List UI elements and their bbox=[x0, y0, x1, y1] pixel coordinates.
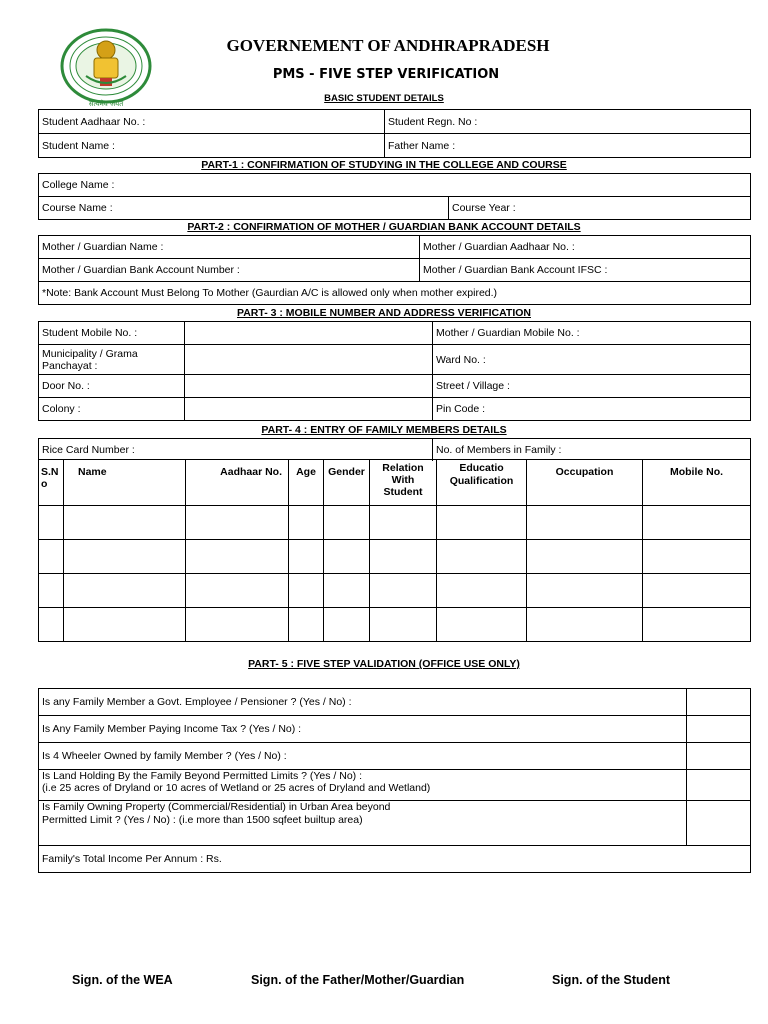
col-name: Name bbox=[64, 460, 186, 506]
q-total-income: Family's Total Income Per Annum : Rs. bbox=[39, 846, 687, 873]
col-gender: Gender bbox=[324, 460, 370, 506]
cell-input[interactable] bbox=[324, 608, 370, 642]
part2-table bbox=[38, 235, 751, 305]
family-members-table bbox=[38, 459, 751, 642]
student-aadhaar-field[interactable] bbox=[39, 110, 385, 134]
part5-heading: PART- 5 : FIVE STEP VALIDATION (OFFICE USE ONLY) bbox=[248, 658, 520, 670]
q-four-wheeler: Is 4 Wheeler Owned by family Member ? (Yes / No) : bbox=[39, 743, 687, 770]
cell-input[interactable] bbox=[643, 608, 751, 642]
father-name-field[interactable] bbox=[385, 134, 751, 158]
sign-student: Sign. of the Student bbox=[552, 973, 671, 987]
cell-input[interactable] bbox=[643, 506, 751, 540]
family-row bbox=[39, 540, 751, 574]
cell-input[interactable] bbox=[437, 608, 527, 642]
cell-input[interactable] bbox=[437, 540, 527, 574]
guardian-aadhaar-field[interactable] bbox=[420, 236, 751, 259]
guardian-name-field[interactable] bbox=[39, 236, 420, 259]
q-land-holding: Is Land Holding By the Family Beyond Permitted Limits ? (Yes / No) : (i.e 25 acres of Dryland or 10 acres of Wetland or 25 acres of Dryland and Wetland) bbox=[39, 770, 687, 801]
cell-input[interactable] bbox=[289, 574, 324, 608]
guardian-name-label: Mother / Guardian Name : bbox=[42, 241, 164, 253]
cell-input[interactable] bbox=[527, 540, 643, 574]
student-regn-field[interactable] bbox=[385, 110, 751, 134]
form-title: PMS - FIVE STEP VERIFICATION bbox=[272, 67, 500, 82]
cell-input[interactable] bbox=[186, 540, 289, 574]
cell-input[interactable] bbox=[186, 574, 289, 608]
street-label: Street / Village : bbox=[436, 380, 510, 392]
cell-input[interactable] bbox=[324, 540, 370, 574]
street-field[interactable] bbox=[433, 375, 751, 398]
part1-heading: PART-1 : CONFIRMATION OF STUDYING IN THE COLLEGE AND COURSE bbox=[201, 159, 567, 171]
sign-guardian: Sign. of the Father/Mother/Guardian bbox=[251, 973, 465, 987]
course-year-field[interactable] bbox=[449, 197, 751, 220]
cell-input[interactable] bbox=[370, 574, 437, 608]
cell-input[interactable] bbox=[370, 506, 437, 540]
guardian-aadhaar-label: Mother / Guardian Aadhaar No. : bbox=[423, 241, 575, 253]
course-name-label: Course Name : bbox=[42, 202, 113, 214]
cell-input[interactable] bbox=[643, 574, 751, 608]
bank-ifsc-label: Mother / Guardian Bank Account IFSC : bbox=[423, 264, 608, 276]
college-name-label: College Name : bbox=[42, 179, 115, 191]
door-label: Door No. : bbox=[39, 375, 185, 398]
course-year-label: Course Year : bbox=[452, 202, 516, 214]
cell-input[interactable] bbox=[643, 540, 751, 574]
cell-input[interactable] bbox=[437, 506, 527, 540]
validation-table bbox=[38, 688, 751, 873]
bank-account-field[interactable] bbox=[39, 259, 420, 282]
cell-input[interactable] bbox=[64, 540, 186, 574]
cell-input[interactable] bbox=[186, 608, 289, 642]
cell-input[interactable] bbox=[527, 608, 643, 642]
cell-input[interactable] bbox=[527, 506, 643, 540]
pin-label: Pin Code : bbox=[436, 403, 486, 415]
bank-note: *Note: Bank Account Must Belong To Mother (Gaurdian A/C is allowed only when mother expired.) bbox=[39, 282, 751, 305]
col-occupation: Occupation bbox=[527, 460, 643, 506]
sign-wea: Sign. of the WEA bbox=[72, 973, 173, 987]
guardian-mobile-label: Mother / Guardian Mobile No. : bbox=[436, 327, 580, 339]
emblem-motto: सत्यमेव जयते bbox=[88, 100, 124, 108]
college-name-field[interactable] bbox=[39, 174, 751, 197]
family-row bbox=[39, 506, 751, 540]
members-count-label: No. of Members in Family : bbox=[436, 443, 562, 456]
part2-heading: PART-2 : CONFIRMATION OF MOTHER / GUARDIAN BANK ACCOUNT DETAILS bbox=[187, 221, 581, 233]
course-name-field[interactable] bbox=[39, 197, 449, 220]
door-input[interactable] bbox=[185, 375, 433, 398]
cell-input[interactable] bbox=[39, 540, 64, 574]
cell-input[interactable] bbox=[324, 506, 370, 540]
cell-input[interactable] bbox=[64, 574, 186, 608]
basic-details-table bbox=[38, 109, 751, 158]
ward-label: Ward No. : bbox=[436, 353, 486, 366]
answer-total-income[interactable] bbox=[687, 846, 751, 873]
rice-card-field[interactable] bbox=[39, 439, 433, 461]
cell-input[interactable] bbox=[370, 608, 437, 642]
bank-ifsc-field[interactable] bbox=[420, 259, 751, 282]
rice-card-label: Rice Card Number : bbox=[42, 443, 135, 456]
cell-input[interactable] bbox=[289, 540, 324, 574]
cell-input[interactable] bbox=[370, 540, 437, 574]
father-name-label: Father Name : bbox=[388, 139, 456, 152]
ward-field[interactable] bbox=[433, 345, 751, 375]
cell-input[interactable] bbox=[289, 608, 324, 642]
cell-input[interactable] bbox=[39, 506, 64, 540]
family-summary-table bbox=[38, 438, 751, 461]
cell-input[interactable] bbox=[39, 608, 64, 642]
colony-label: Colony : bbox=[39, 398, 185, 421]
student-name-label: Student Name : bbox=[42, 139, 115, 152]
basic-details-heading: BASIC STUDENT DETAILS bbox=[324, 93, 444, 104]
col-relation: Relation With Student bbox=[370, 460, 437, 506]
municipality-input[interactable] bbox=[185, 345, 433, 375]
col-mobile: Mobile No. bbox=[643, 460, 751, 506]
answer-four-wheeler[interactable] bbox=[687, 743, 751, 770]
cell-input[interactable] bbox=[64, 608, 186, 642]
family-row bbox=[39, 574, 751, 608]
members-count-field[interactable] bbox=[433, 439, 751, 461]
q-income-tax: Is Any Family Member Paying Income Tax ? (Yes / No) : bbox=[39, 716, 687, 743]
student-mobile-input[interactable] bbox=[185, 322, 433, 345]
colony-input[interactable] bbox=[185, 398, 433, 421]
part4-heading: PART- 4 : ENTRY OF FAMILY MEMBERS DETAILS bbox=[261, 424, 507, 436]
student-name-field[interactable] bbox=[39, 134, 385, 158]
student-mobile-label: Student Mobile No. : bbox=[39, 322, 185, 345]
municipality-label: Municipality / Grama Panchayat : bbox=[39, 345, 185, 375]
government-title: GOVERNEMENT OF ANDHRAPRADESH bbox=[226, 36, 550, 55]
q-urban-property: Is Family Owning Property (Commercial/Residential) in Urban Area beyond Permitted Limit ? (Yes / No) : (i.e more than 1500 sqfeet builtup area) bbox=[39, 801, 687, 846]
cell-input[interactable] bbox=[527, 574, 643, 608]
answer-govt-employee[interactable] bbox=[687, 689, 751, 716]
col-sno: S.N o bbox=[39, 460, 64, 506]
answer-urban-property[interactable] bbox=[687, 801, 751, 846]
cell-input[interactable] bbox=[64, 506, 186, 540]
col-aadhaar: Aadhaar No. bbox=[186, 460, 289, 506]
part1-table bbox=[38, 173, 751, 220]
cell-input[interactable] bbox=[437, 574, 527, 608]
q-govt-employee: Is any Family Member a Govt. Employee / Pensioner ? (Yes / No) : bbox=[39, 689, 687, 716]
col-age: Age bbox=[289, 460, 324, 506]
student-regn-label: Student Regn. No : bbox=[388, 115, 478, 128]
answer-land-holding[interactable] bbox=[687, 770, 751, 801]
cell-input[interactable] bbox=[186, 506, 289, 540]
part3-heading: PART- 3 : MOBILE NUMBER AND ADDRESS VERIFICATION bbox=[236, 307, 531, 319]
cell-input[interactable] bbox=[289, 506, 324, 540]
cell-input[interactable] bbox=[39, 574, 64, 608]
cell-input[interactable] bbox=[324, 574, 370, 608]
student-aadhaar-label: Student Aadhaar No. : bbox=[42, 115, 146, 128]
answer-income-tax[interactable] bbox=[687, 716, 751, 743]
family-row bbox=[39, 608, 751, 642]
pin-field[interactable] bbox=[433, 398, 751, 421]
guardian-mobile-field[interactable] bbox=[433, 322, 751, 345]
col-education: Educatio Qualification bbox=[437, 460, 527, 506]
part3-table bbox=[38, 321, 751, 421]
bank-account-label: Mother / Guardian Bank Account Number : bbox=[42, 264, 240, 276]
